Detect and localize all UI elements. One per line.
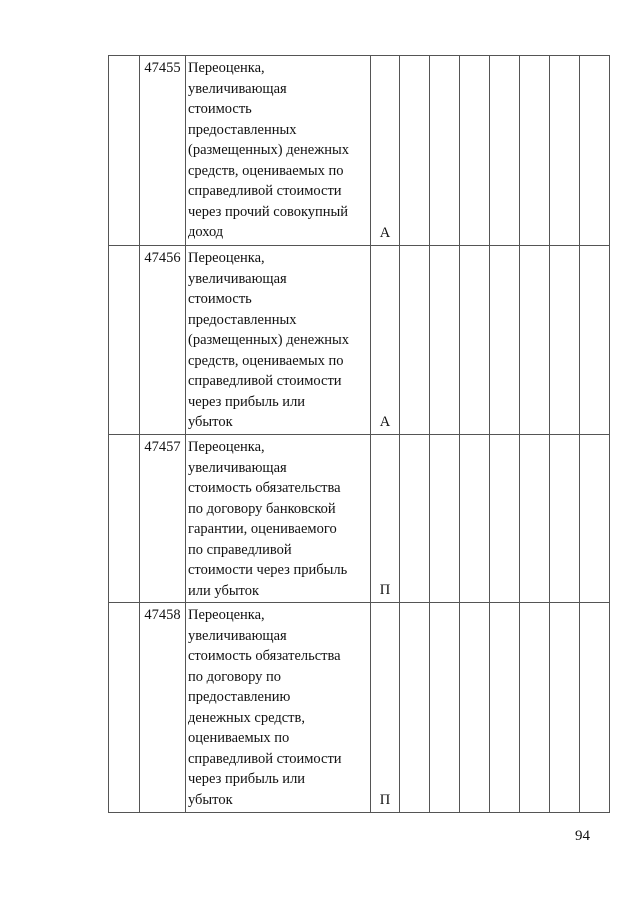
empty-cell [430, 246, 460, 435]
table-row [109, 435, 610, 603]
account-name-line: предоставленных [188, 311, 297, 328]
empty-cell [400, 246, 430, 435]
account-name-line: (размещенных) денежных [188, 142, 349, 158]
empty-cell [490, 603, 520, 813]
empty-cell [520, 603, 550, 813]
account-code: 47455 [140, 56, 186, 246]
account-sign: А [371, 56, 400, 246]
account-name-line: гарантии, оцениваемого [188, 521, 337, 537]
account-name-line: по договору банковской [188, 500, 336, 517]
account-name-line: справедливой стоимости [188, 373, 342, 389]
empty-cell [460, 246, 490, 435]
account-name-line: стоимость [188, 101, 252, 117]
blank-cell [109, 56, 140, 246]
account-name-line: убыток [188, 791, 233, 808]
empty-cell [430, 435, 460, 603]
account-name-line: через прибыль или [188, 393, 306, 410]
account-name-line: стоимость обязательства [188, 648, 341, 664]
empty-cell [400, 56, 430, 246]
empty-cell [460, 56, 490, 246]
account-name-line: увеличивающая [188, 80, 287, 97]
empty-cell [580, 435, 610, 603]
empty-cell [490, 435, 520, 603]
empty-cell [430, 56, 460, 246]
account-code: 47457 [140, 435, 186, 603]
empty-cell [520, 435, 550, 603]
account-name-line: средств, оцениваемых по [188, 352, 344, 369]
account-name-line: увеличивающая [188, 627, 287, 644]
account-sign: П [371, 435, 400, 603]
accounts-table [108, 55, 610, 813]
empty-cell [580, 603, 610, 813]
account-name-line: денежных средств, [188, 709, 305, 726]
page-number: 94 [575, 828, 590, 844]
account-code: 47456 [140, 246, 186, 435]
empty-cell [520, 246, 550, 435]
empty-cell [400, 435, 430, 603]
account-name-line: по справедливой [188, 541, 292, 558]
empty-cell [550, 603, 580, 813]
blank-cell [109, 603, 140, 813]
empty-cell [520, 56, 550, 246]
empty-cell [550, 435, 580, 603]
blank-cell [109, 435, 140, 603]
empty-cell [400, 603, 430, 813]
empty-cell [580, 56, 610, 246]
account-name-line: справедливой стоимости [188, 183, 342, 199]
account-name-line: справедливой стоимости [188, 750, 342, 767]
account-name-line: Переоценка, [188, 60, 265, 76]
account-code: 47458 [140, 603, 186, 813]
account-name-line: через прибыль или [188, 771, 306, 787]
account-name-line: Переоценка, [188, 439, 265, 455]
account-name-line: (размещенных) денежных [188, 332, 349, 348]
empty-cell [550, 246, 580, 435]
empty-cell [430, 603, 460, 813]
empty-cell [460, 435, 490, 603]
account-name-line: предоставлению [188, 689, 291, 705]
account-name-line: стоимость [188, 291, 252, 307]
empty-cell [580, 246, 610, 435]
account-name-line: Переоценка, [188, 250, 265, 266]
table-row [109, 603, 610, 813]
account-name-line: стоимости через прибыль [188, 562, 348, 578]
account-sign: П [371, 603, 400, 813]
account-sign: А [371, 246, 400, 435]
empty-cell [550, 56, 580, 246]
account-name-line: оцениваемых по [188, 730, 290, 746]
account-name [186, 603, 371, 813]
table-row [109, 246, 610, 435]
account-name-line: средств, оцениваемых по [188, 162, 344, 179]
account-name-line: или убыток [188, 582, 259, 599]
table-row [109, 56, 610, 246]
account-name [186, 56, 371, 246]
account-name-line: стоимость обязательства [188, 480, 341, 496]
account-name [186, 246, 371, 435]
account-name-line: Переоценка, [188, 607, 265, 623]
account-name-line: увеличивающая [188, 459, 287, 476]
empty-cell [490, 246, 520, 435]
account-name-line: через прочий совокупный [188, 203, 349, 220]
empty-cell [490, 56, 520, 246]
account-name [186, 435, 371, 603]
account-name-line: убыток [188, 414, 233, 430]
account-name-line: по договору по [188, 668, 282, 685]
account-name-line: предоставленных [188, 121, 297, 138]
blank-cell [109, 246, 140, 435]
empty-cell [460, 603, 490, 813]
account-name-line: увеличивающая [188, 270, 287, 287]
account-name-line: доход [188, 224, 224, 240]
